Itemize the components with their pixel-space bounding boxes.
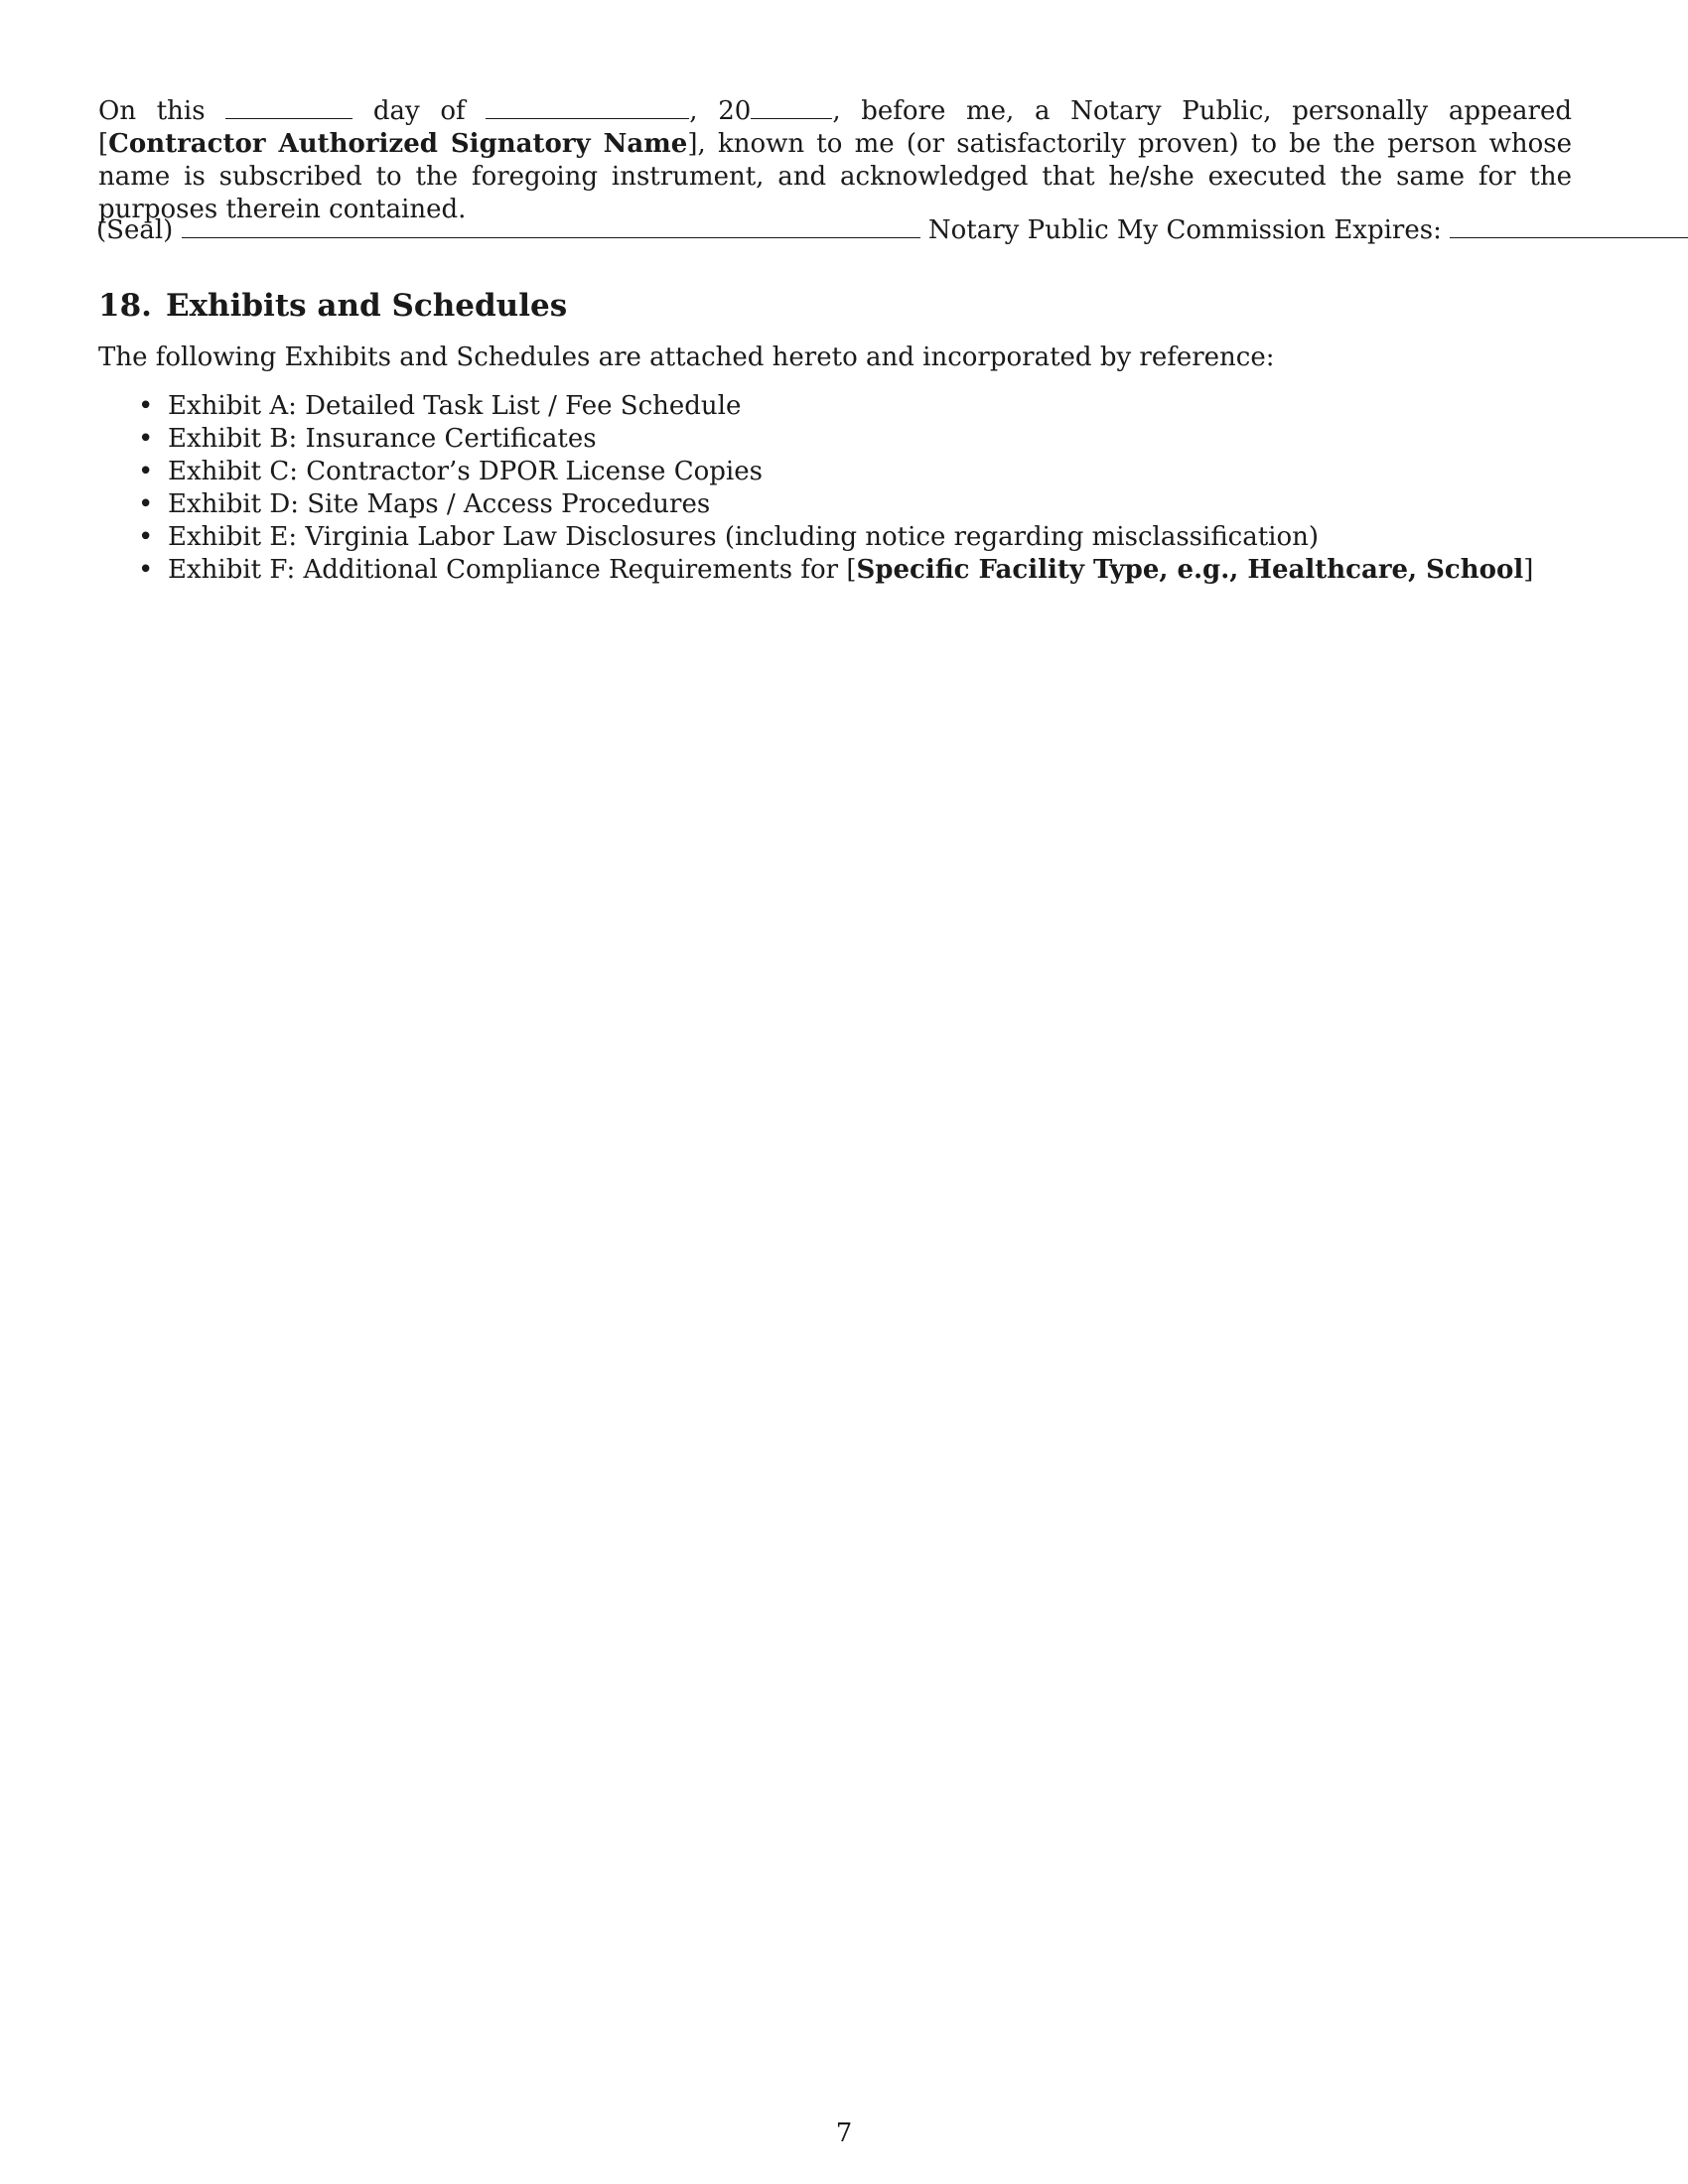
page-number: 7 [835, 2118, 853, 2148]
list-item [98, 521, 1533, 554]
year-blank [751, 96, 832, 119]
bracket-open: [ [846, 555, 857, 585]
list-item [98, 488, 1533, 521]
year-prefix: 20 [718, 96, 752, 126]
day-blank [225, 96, 352, 119]
month-blank [486, 96, 689, 119]
on-this-text: On this [98, 96, 206, 126]
exhibit-d-text: Exhibit D: Site Maps / Access Procedures [168, 489, 711, 519]
list-item [98, 456, 1533, 488]
acknowledgment-text: , known to me (or satisfactorily proven) to be the person whose name is subscribed to the foregoing instrument, and acknowledged that he/she executed the same for the purposes therein contained. [98, 129, 1572, 224]
list-item [98, 390, 1533, 423]
bracket-close: ] [687, 129, 698, 159]
notary-public-label: Notary Public My Commission Expires: [927, 215, 1442, 245]
exhibit-f-text: Exhibit F: Additional Compliance Requirements for [168, 555, 847, 585]
seal-label: (Seal) [96, 215, 174, 245]
exhibit-c-text: Exhibit C: Contractor’s DPOR License Copies [168, 457, 763, 486]
notary-signature-blank [182, 215, 920, 238]
bullet-icon: • [138, 424, 154, 454]
bullet-icon: • [138, 522, 154, 552]
bullet-icon: • [138, 489, 154, 519]
list-item [98, 423, 1533, 456]
bullet-icon: • [138, 391, 154, 421]
exhibit-e-text: Exhibit E: Virginia Labor Law Disclosures (including notice regarding misclassification) [168, 522, 1320, 552]
signatory-name-placeholder: Contractor Authorized Signatory Name [108, 129, 688, 159]
bracket-open: [ [98, 129, 109, 159]
notary-acknowledgment-paragraph [98, 95, 1572, 226]
before-me-text: , before me, a Notary Public, personally appeared [832, 96, 1573, 126]
section-title: Exhibits and Schedules [165, 288, 568, 324]
list-item [98, 554, 1533, 587]
bullet-icon: • [138, 555, 154, 585]
section-intro: The following Exhibits and Schedules are attached hereto and incorporated by reference: [98, 342, 1275, 372]
commission-expires-blank [1450, 215, 1688, 238]
notary-signature-line [96, 214, 1688, 247]
exhibit-a-text: Exhibit A: Detailed Task List / Fee Schedule [168, 391, 742, 421]
exhibit-list [98, 390, 1533, 587]
section-number: 18. [98, 288, 152, 324]
exhibit-b-text: Exhibit B: Insurance Certificates [168, 424, 597, 454]
bracket-close: ] [1523, 555, 1534, 585]
comma-text: , [689, 96, 698, 126]
day-of-text: day of [372, 96, 466, 126]
facility-type-placeholder: Specific Facility Type, e.g., Healthcare, School [856, 555, 1524, 585]
section-heading [98, 286, 567, 326]
bullet-icon: • [138, 457, 154, 486]
